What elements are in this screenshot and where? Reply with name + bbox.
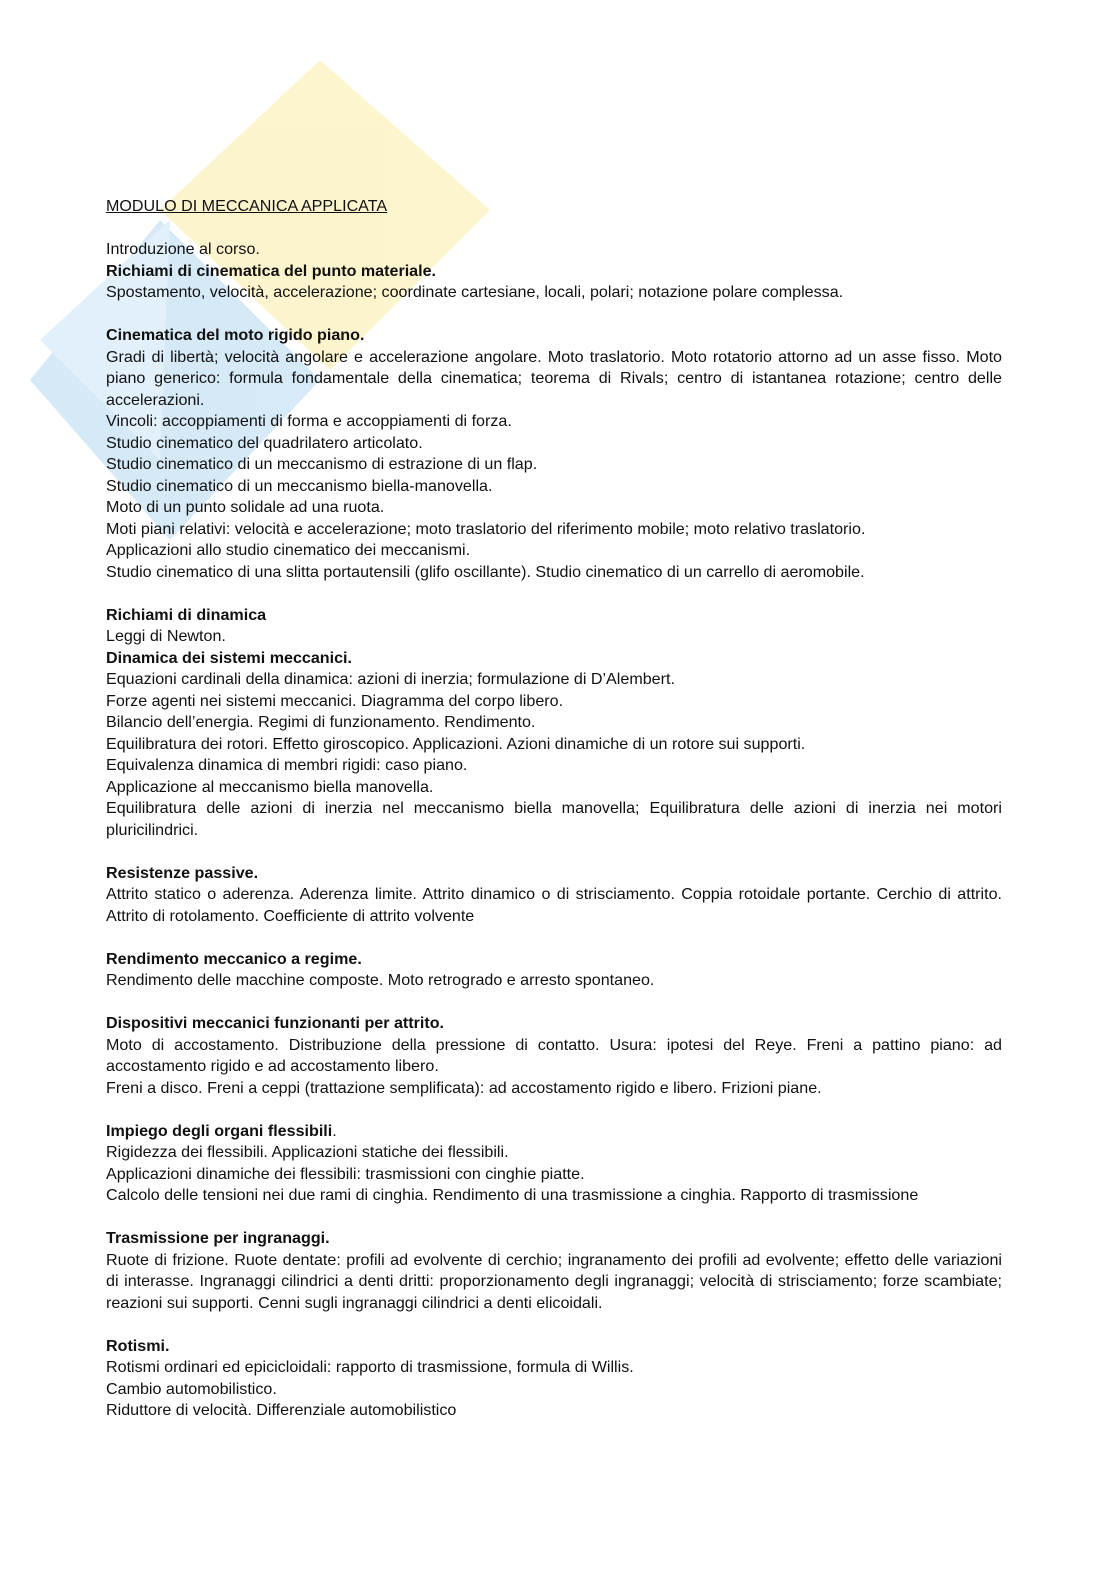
heading-text: Trasmissione per ingranaggi. [106, 1229, 330, 1247]
syllabus-section [106, 1336, 1002, 1422]
section-text: Studio cinematico di un meccanismo biella-manovella. [106, 476, 493, 495]
section-text: Studio cinematico del quadrilatero articolato. [106, 433, 423, 452]
heading-text: Resistenze passive. [106, 863, 259, 882]
section-text: Equilibratura delle azioni di inerzia nel meccanismo biella manovella; Equilibratura delle azioni di inerzia nei motori pluricilindrici. [106, 799, 1002, 839]
section-text: Rigidezza dei flessibili. Applicazioni statiche dei flessibili. [106, 1143, 509, 1161]
section-text: Leggi di Newton. [106, 627, 226, 645]
section-text: Freni a disco. Freni a ceppi (trattazione semplificata): ad accostamento rigido e libero. Frizioni piane. [106, 1078, 822, 1097]
section-text: Spostamento, velocità, accelerazione; coordinate cartesiane, locali, polari; notazione polare complessa. [106, 283, 844, 301]
syllabus-sections [106, 239, 1002, 1422]
section-text: Equilibratura dei rotori. Effetto giroscopico. Applicazioni. Azioni dinamiche di un rotore sui supporti. [106, 734, 806, 753]
section-text: Equivalenza dinamica di membri rigidi: caso piano. [106, 756, 468, 774]
section-text: Studio cinematico di una slitta portautensili (glifo oscillante). Studio cinematico di un carrello di aeromobile. [106, 562, 865, 581]
heading-suffix: . [332, 1121, 337, 1140]
section-text: Ruote di frizione. Ruote dentate: profili ad evolvente di cerchio; ingranamento dei profili ad evolvente; effetto delle variazioni di interasse. Ingranaggi cilindrici a denti dritti: proporzionamento degli ingranaggi; velocità di strisciamento; forze scambiate; reazioni sui supporti. Cenni sugli ingranaggi cilindrici a denti elicoidali. [106, 1250, 1002, 1312]
section-heading [106, 949, 1002, 971]
section-text: Studio cinematico di un meccanismo di estrazione di un flap. [106, 455, 538, 473]
heading-text: Richiami di cinematica del punto materiale. [106, 261, 437, 280]
syllabus-section [106, 325, 1002, 583]
syllabus-section [106, 1228, 1002, 1314]
section-text: Applicazioni allo studio cinematico dei meccanismi. [106, 541, 471, 559]
heading-text: Dispositivi meccanici funzionanti per attrito. [106, 1014, 445, 1032]
section-text: Cambio automobilistico. [106, 1379, 277, 1398]
section-heading [106, 1336, 1002, 1358]
section-heading [106, 325, 1002, 347]
section-text: Moto di accostamento. Distribuzione della pressione di contatto. Usura: ipotesi del Reye. Freni a pattino piano: ad accostamento rigido e ad accostamento libero. [106, 1035, 1002, 1075]
heading-text: Richiami di dinamica [106, 605, 267, 624]
section-text: Applicazione al meccanismo biella manovella. [106, 777, 434, 796]
syllabus-section [106, 863, 1002, 928]
section-text: Forze agenti nei sistemi meccanici. Diagramma del corpo libero. [106, 691, 564, 710]
heading-text: Rotismi. [106, 1336, 170, 1355]
section-text: Moto di un punto solidale ad una ruota. [106, 498, 385, 516]
syllabus-section [106, 1013, 1002, 1099]
section-heading [106, 1121, 1002, 1143]
document-body [106, 196, 1002, 1443]
section-text: Attrito statico o aderenza. Aderenza limite. Attrito dinamico o di strisciamento. Coppia rotoidale portante. Cerchio di attrito. Attrito di rotolamento. Coefficiente di attrito volvente [106, 885, 1002, 925]
section-text: Rendimento delle macchine composte. Moto retrogrado e arresto spontaneo. [106, 971, 655, 989]
section-heading [106, 261, 1002, 283]
syllabus-section [106, 1121, 1002, 1207]
section-heading [106, 1228, 1002, 1250]
section-heading [106, 863, 1002, 885]
syllabus-section [106, 949, 1002, 992]
heading-text: Cinematica del moto rigido piano. [106, 326, 365, 344]
section-text: Bilancio dell’energia. Regimi di funzionamento. Rendimento. [106, 713, 536, 731]
section-text: Riduttore di velocità. Differenziale automobilistico [106, 1401, 457, 1419]
section-text: Introduzione al corso. [106, 240, 260, 258]
heading-text: Impiego degli organi flessibili [106, 1121, 333, 1140]
syllabus-section [106, 239, 1002, 304]
section-heading [106, 605, 1002, 627]
document-title: MODULO DI MECCANICA APPLICATA [106, 197, 388, 215]
section-text: Calcolo delle tensioni nei due rami di cinghia. Rendimento di una trasmissione a cinghia. Rapporto di trasmissione [106, 1186, 919, 1204]
syllabus-section [106, 605, 1002, 842]
section-heading [106, 648, 1002, 670]
heading-text: Rendimento meccanico a regime. [106, 949, 362, 968]
section-text: Equazioni cardinali della dinamica: azioni di inerzia; formulazione di D’Alembert. [106, 670, 675, 688]
section-text: Moti piani relativi: velocità e accelerazione; moto traslatorio del riferimento mobile; moto relativo traslatorio. [106, 519, 866, 538]
section-text: Vincoli: accoppiamenti di forma e accoppiamenti di forza. [106, 412, 512, 430]
heading-text: Dinamica dei sistemi meccanici. [106, 648, 352, 667]
section-text: Applicazioni dinamiche dei flessibili: trasmissioni con cinghie piatte. [106, 1164, 585, 1183]
section-text: Rotismi ordinari ed epicicloidali: rapporto di trasmissione, formula di Willis. [106, 1358, 634, 1376]
section-heading [106, 1013, 1002, 1035]
section-text: Gradi di libertà; velocità angolare e accelerazione angolare. Moto traslatorio. Moto rotatorio attorno ad un asse fisso. Moto piano generico: formula fondamentale della cinematica; teorema di Rivals; centro di istantanea rotazione; centro delle accelerazioni. [106, 347, 1002, 409]
